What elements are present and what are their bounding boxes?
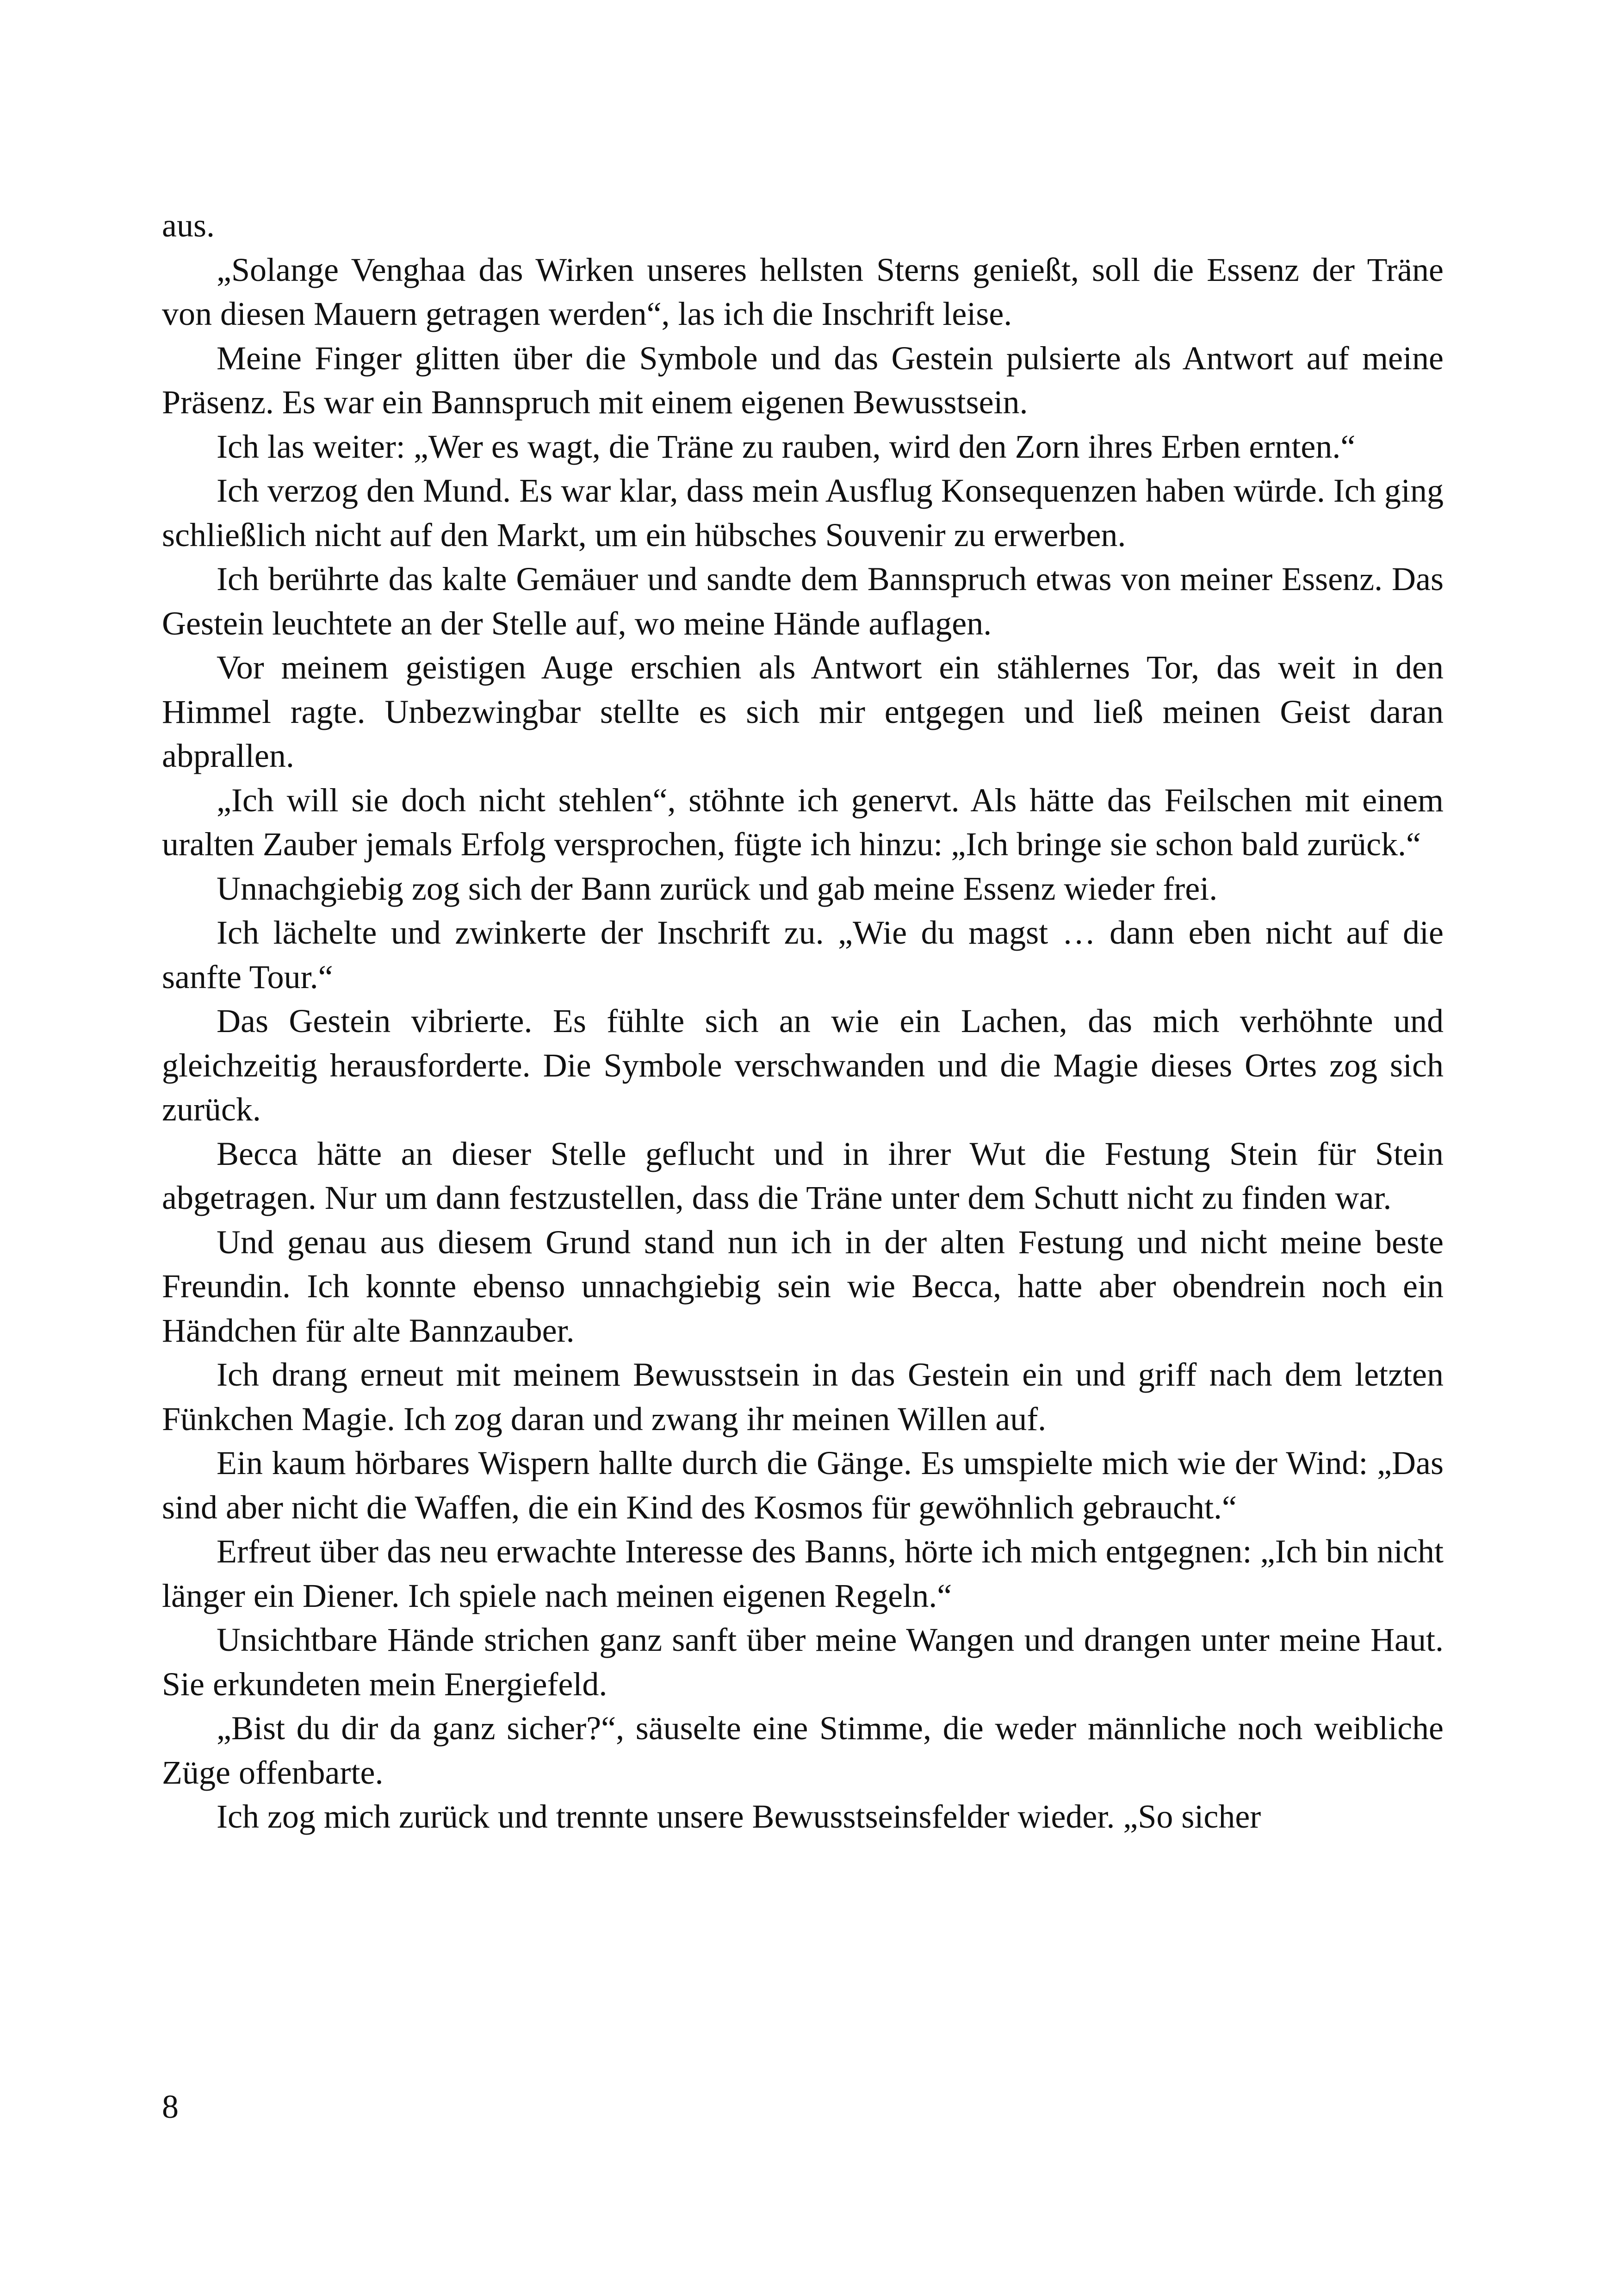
paragraph: Ich lächelte und zwinkerte der Inschrift zu. „Wie du magst … dann eben nicht auf die sanfte Tour.“ (162, 914, 1444, 996)
body-text (162, 204, 1444, 1839)
paragraph: Ich verzog den Mund. Es war klar, dass mein Ausflug Konsequenzen haben würde. Ich ging schließlich nicht auf den Markt, um ein hübsches Souvenir zu erwerben. (162, 472, 1444, 554)
paragraph: Und genau aus diesem Grund stand nun ich in der alten Festung und nicht meine beste Freundin. Ich konnte ebenso unnachgiebig sein wie Becca, hatte aber obendrein noch ein Händchen für alte Bannzauber. (162, 1223, 1444, 1349)
paragraph: Becca hätte an dieser Stelle geflucht und in ihrer Wut die Festung Stein für Stein abgetragen. Nur um dann festzustellen, dass die Träne unter dem Schutt nicht zu finden war. (162, 1135, 1444, 1216)
paragraph: Ich las weiter: „Wer es wagt, die Träne zu rauben, wird den Zorn ihres Erben ernten.“ (217, 428, 1356, 465)
paragraph: Ich drang erneut mit meinem Bewusstsein in das Gestein ein und griff nach dem letzten Fünkchen Magie. Ich zog daran und zwang ihr meinen Willen auf. (162, 1356, 1444, 1437)
paragraph: „Bist du dir da ganz sicher?“, säuselte eine Stimme, die weder männliche noch weibliche Züge offenbarte. (162, 1710, 1444, 1791)
paragraph: Unsichtbare Hände strichen ganz sanft über meine Wangen und drangen unter meine Haut. Sie erkundeten mein Energiefeld. (162, 1621, 1444, 1703)
paragraph: Vor meinem geistigen Auge erschien als Antwort ein stählernes Tor, das weit in den Himmel ragte. Unbezwingbar stellte es sich mir entgegen und ließ meinen Geist daran abprallen. (162, 649, 1444, 774)
paragraph: Ich zog mich zurück und trennte unsere Bewusstseinsfelder wieder. „So sicher (217, 1798, 1261, 1835)
paragraph: aus. (162, 207, 215, 244)
paragraph: „Ich will sie doch nicht stehlen“, stöhnte ich genervt. Als hätte das Feilschen mit einem uralten Zauber jemals Erfolg versprochen, fügte ich hinzu: „Ich bringe sie schon bald zurück.“ (162, 781, 1444, 863)
paragraph: Unnachgiebig zog sich der Bann zurück und gab meine Essenz wieder frei. (217, 870, 1218, 907)
paragraph: Erfreut über das neu erwachte Interesse des Banns, hörte ich mich entgegnen: „Ich bin nicht länger ein Diener. Ich spiele nach meinen eigenen Regeln.“ (162, 1533, 1444, 1614)
page-number: 8 (162, 2088, 179, 2125)
paragraph: Das Gestein vibrierte. Es fühlte sich an wie ein Lachen, das mich verhöhnte und gleichzeitig herausforderte. Die Symbole verschwanden und die Magie dieses Ortes zog sich zurück. (162, 1002, 1444, 1128)
paragraph: Ein kaum hörbares Wispern hallte durch die Gänge. Es umspielte mich wie der Wind: „Das sind aber nicht die Waffen, die ein Kind des Kosmos für gewöhnlich gebraucht.“ (162, 1444, 1444, 1526)
paragraph: „Solange Venghaa das Wirken unseres hellsten Sterns genießt, soll die Essenz der Träne von diesen Mauern getragen werden“, las ich die Inschrift leise. (162, 251, 1444, 332)
paragraph: Meine Finger glitten über die Symbole und das Gestein pulsierte als Antwort auf meine Präsenz. Es war ein Bannspruch mit einem eigenen Bewusstsein. (162, 339, 1444, 421)
paragraph: Ich berührte das kalte Gemäuer und sandte dem Bannspruch etwas von meiner Essenz. Das Gestein leuchtete an der Stelle auf, wo meine Hände auflagen. (162, 560, 1444, 642)
